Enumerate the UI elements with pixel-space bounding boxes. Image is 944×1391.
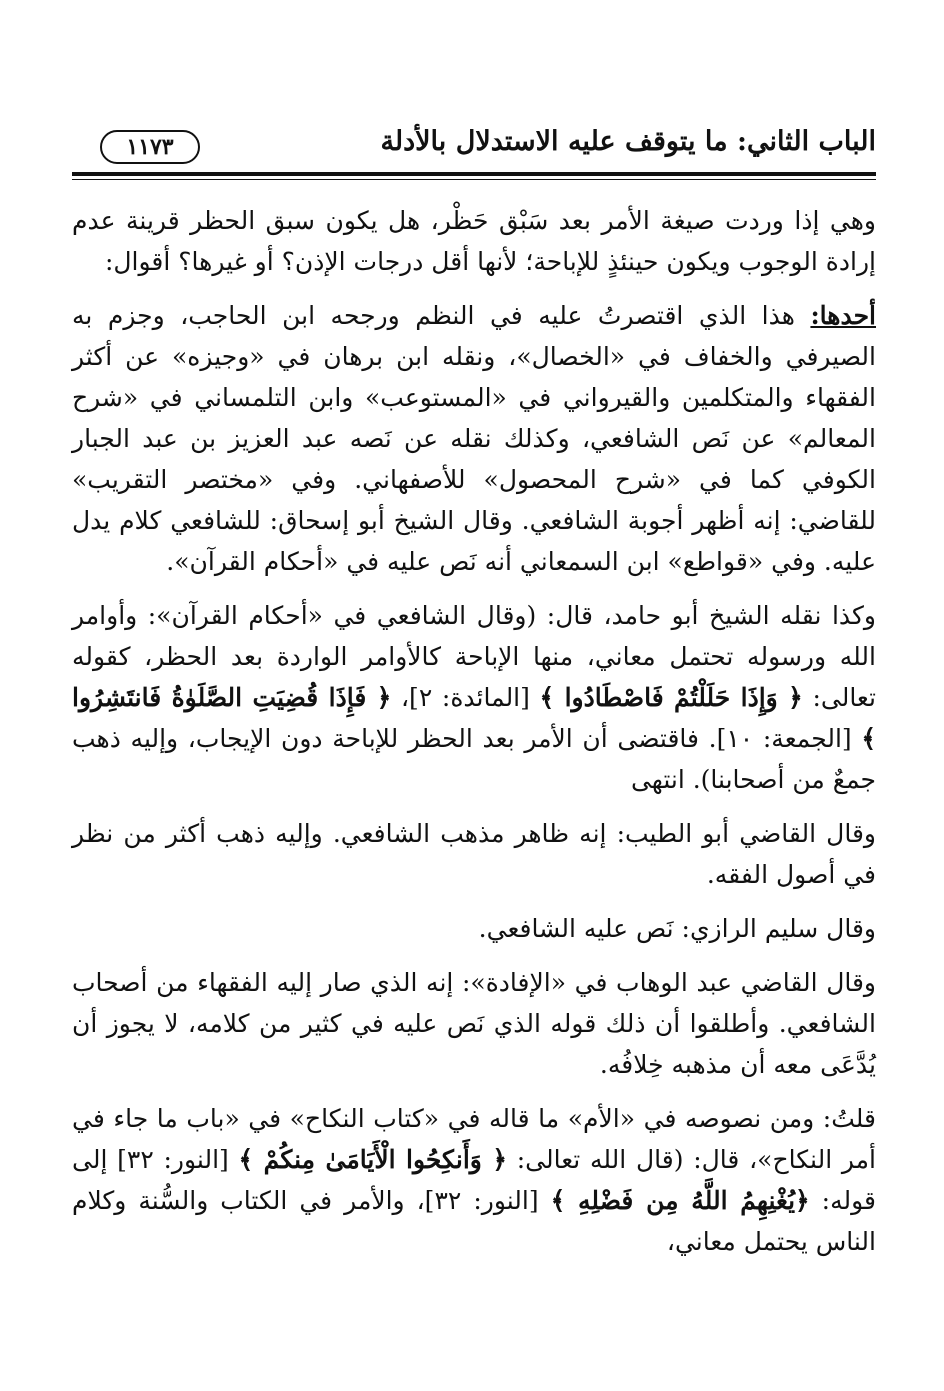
paragraph (72, 295, 876, 582)
quran-verse: ﴿ وَأَنكِحُوا الْأَيَامَىٰ مِنكُمْ ﴾ (238, 1145, 507, 1174)
paragraph (72, 595, 876, 800)
body-text (72, 200, 876, 1262)
paragraph-text: وقال القاضي عبد الوهاب في «الإفادة»: إنه الذي صار إليه الفقهاء من أصحاب الشافعي. وأطلقوا أن ذلك قوله الذي نَص عليه في كثير من كلامه، لا يجوز أن يُدَّعَى معه أن مذهبه خِلافُه. (72, 968, 876, 1079)
paragraph (72, 962, 876, 1085)
paragraph-text: وقال سليم الرازي: نَص عليه الشافعي. (478, 914, 876, 943)
paragraph-text: [الجمعة: ١٠]. فاقتضى أن الأمر بعد الحظر للإباحة دون الإيجاب، وإليه ذهب جمعٌ من أصحابنا). انتهى (72, 724, 876, 794)
paragraph-text: وهي إذا وردت صيغة الأمر بعد سَبْق حَظْر، هل يكون سبق الحظر قرينة عدم إرادة الوجوب ويكون حينئذٍ للإباحة؛ لأنها أقل درجات الإذن؟ أو غيرها؟ أقوال: (72, 206, 876, 276)
page-header (72, 120, 876, 168)
paragraph-text: [النور: ٣٢]، والأمر في الكتاب والسُّنة وكلام الناس يحتمل معاني، (72, 1186, 876, 1256)
page-number-badge: ١١٧٣ (100, 130, 200, 164)
paragraph-text: [المائدة: ٢]، (391, 683, 540, 712)
running-title: الباب الثاني: ما يتوقف عليه الاستدلال بالأدلة (380, 126, 876, 157)
paragraph-text: وكذا نقله الشيخ أبو حامد، قال: (وقال الشافعي في «أحكام القرآن»: وأوامر الله ورسوله تحتمل معاني، منها الإباحة كالأوامر الواردة بعد الحظر، كقوله تعالى: (72, 601, 876, 712)
header-rule-thick (72, 172, 876, 176)
header-rule-thin (72, 179, 876, 180)
paragraph (72, 813, 876, 895)
paragraph (72, 200, 876, 282)
paragraph-text: قلتُ: ومن نصوصه في «الأم» ما قاله في «كتاب النكاح» في «باب ما جاء في أمر النكاح»، قال: (قال الله تعالى: (72, 1104, 877, 1174)
paragraph (72, 1098, 876, 1262)
paragraph-text: وقال القاضي أبو الطيب: إنه ظاهر مذهب الشافعي. وإليه ذهب أكثر من نظر في أصول الفقه. (72, 819, 876, 889)
quran-verse: ﴿ فَإِذَا قُضِيَتِ الصَّلَوٰةُ فَانتَشِرُوا ﴾ (72, 683, 876, 753)
paragraph-text: هذا الذي اقتصرتُ عليه في النظم ورجحه ابن الحاجب، وجزم به الصيرفي والخفاف في «الخصال»، ونقله ابن برهان في «وجيزه» عن أكثر الفقهاء والمتكلمين والقيرواني في «المستوعب» وابن التلمساني في «شرح المعالم» عن نَص الشافعي، وكذلك نقله عن نَصه عبد العزيز بن عبد الجبار الكوفي كما في «شرح المحصول» للأصفهاني. وفي «مختصر التقريب» للقاضي: إنه أظهر أجوبة الشافعي. وقال الشيخ أبو إسحاق: للشافعي كلام يدل عليه. وفي «قواطع» ابن السمعاني أنه نَص عليه في «أحكام القرآن». (72, 301, 876, 576)
document-page (72, 120, 876, 1391)
paragraph (72, 908, 876, 949)
quran-verse: ﴿ وَإِذَا حَلَلْتُمْ فَاصْطَادُوا ﴾ (539, 683, 803, 712)
paragraph-lead: أحدها: (810, 301, 876, 330)
paragraph-text: [النور: ٣٢] إلى قوله: (72, 1145, 876, 1215)
quran-verse: ﴿يُغْنِهِمُ اللَّهُ مِن فَضْلِهِ ﴾ (550, 1186, 810, 1215)
